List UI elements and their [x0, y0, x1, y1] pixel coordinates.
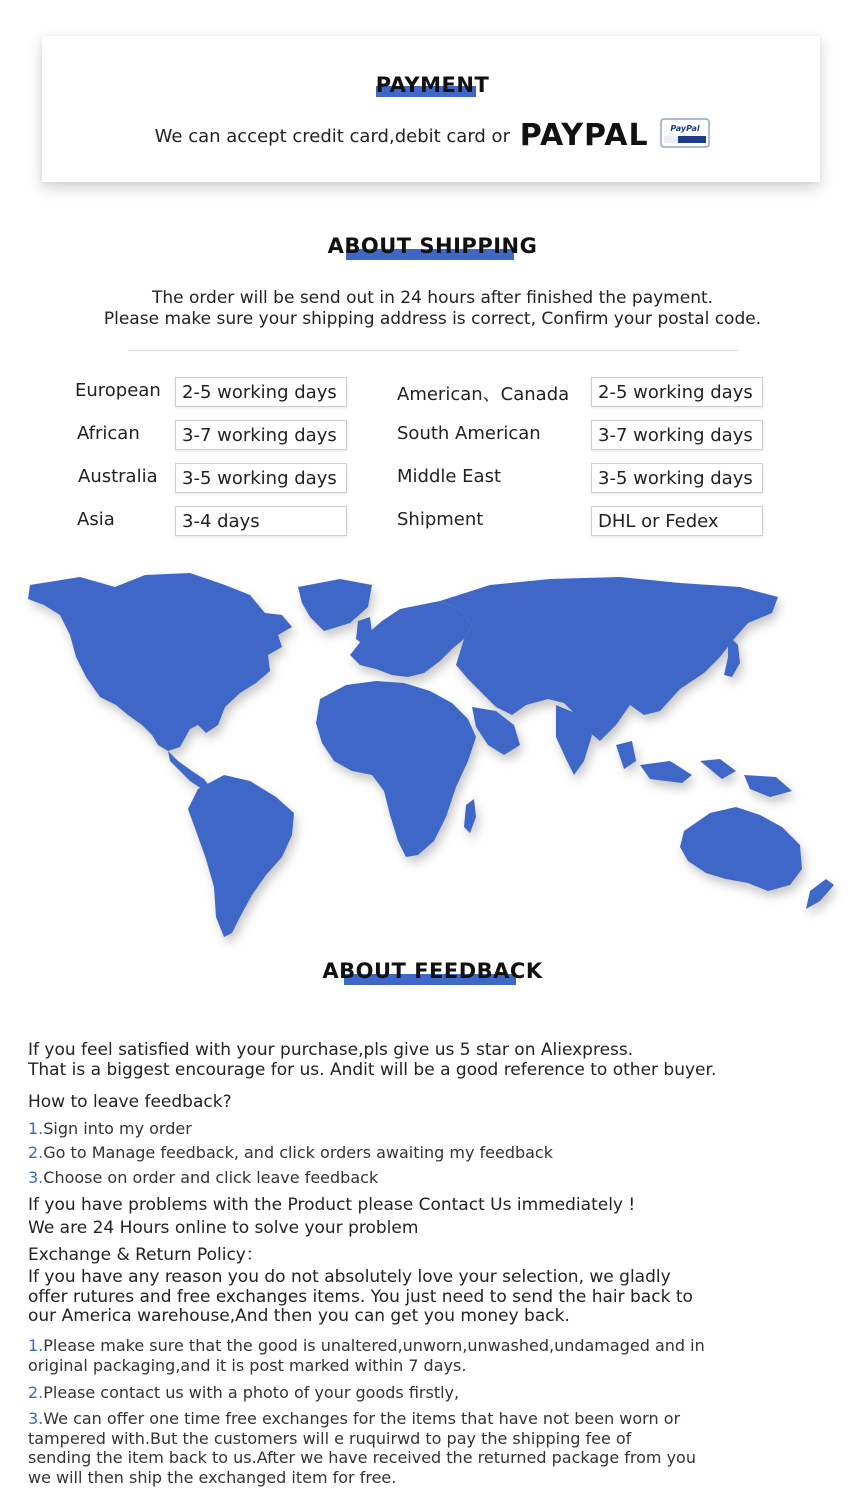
policy-line-1: If you have any reason you do not absolutely love your selection, we gladly: [28, 1267, 671, 1287]
region-label: Middle East: [397, 466, 502, 487]
region-label: South American: [397, 423, 541, 444]
rule-number: 3.: [28, 1409, 44, 1428]
delivery-time-box: 2-5 working days: [591, 377, 763, 407]
delivery-time-box: 3-4 days: [175, 506, 347, 536]
policy-title: Exchange & Return Policy：: [28, 1245, 263, 1265]
step-text: Choose on order and click leave feedback: [43, 1168, 379, 1187]
payment-accept-text: We can accept credit card,debit card or: [154, 126, 510, 147]
region-label: Asia: [77, 509, 115, 530]
policy-line-2: offer rutures and free exchanges items. You just need to send the hair back to: [28, 1287, 693, 1307]
svg-text:PayPal: PayPal: [670, 124, 700, 133]
delivery-time-box: 2-5 working days: [175, 377, 347, 407]
region-label: Shipment: [397, 509, 484, 530]
step-number: 3.: [28, 1168, 44, 1187]
policy-rule: [28, 1336, 705, 1356]
policy-line-3: our America warehouse,And then you can get you money back.: [28, 1306, 570, 1326]
policy-rule-continued: we will then ship the exchanged item for free.: [28, 1468, 397, 1487]
rule-text: Please contact us with a photo of your goods firstly,: [43, 1383, 460, 1402]
madagascar-shape: [464, 799, 476, 833]
rule-text: Please make sure that the good is unaltered,unworn,unwashed,undamaged and in: [43, 1336, 705, 1355]
shipping-divider: [128, 350, 738, 351]
step-text: Sign into my order: [43, 1119, 192, 1138]
feedback-step: [28, 1168, 378, 1188]
delivery-time-box: 3-7 working days: [175, 420, 347, 450]
world-map: [20, 565, 845, 945]
region-label: African: [77, 423, 140, 444]
policy-rule-continued: original packaging,and it is post marked within 7 days.: [28, 1356, 467, 1375]
feedback-intro-1: If you feel satisfied with your purchase,pls give us 5 star on Aliexpress.: [28, 1040, 634, 1060]
feedback-step: [28, 1143, 553, 1163]
payment-card: [42, 36, 820, 182]
delivery-time-box: 3-7 working days: [591, 420, 763, 450]
region-label: Australia: [78, 466, 158, 487]
africa-shape: [316, 681, 476, 857]
payment-accept-line: [0, 118, 865, 153]
rule-number: 2.: [28, 1383, 44, 1402]
delivery-time-box: 3-5 working days: [591, 463, 763, 493]
delivery-time-box: DHL or Fedex: [591, 506, 763, 536]
paypal-word: PAYPAL: [519, 118, 649, 153]
shipping-line-1: The order will be send out in 24 hours after finished the payment.: [151, 288, 714, 308]
feedback-intro-2: That is a biggest encourage for us. Andit will be a good reference to other buyer.: [28, 1060, 717, 1080]
europe-shape: [350, 601, 472, 677]
policy-rule-continued: tampered with.But the customers will e ruquirwd to pay the shipping fee of: [28, 1429, 632, 1448]
payment-title: PAYMENT: [375, 73, 490, 97]
feedback-how-title: How to leave feedback?: [28, 1092, 232, 1112]
feedback-problem-1: If you have problems with the Product please Contact Us immediately !: [28, 1195, 636, 1215]
delivery-time-box: 3-5 working days: [175, 463, 347, 493]
paypal-badge-icon: [660, 118, 710, 148]
feedback-title: ABOUT FEEDBACK: [322, 959, 543, 983]
step-text: Go to Manage feedback, and click orders awaiting my feedback: [43, 1143, 553, 1162]
policy-rule: [28, 1383, 459, 1403]
feedback-step: [28, 1119, 192, 1139]
new-zealand-shape: [806, 879, 834, 909]
policy-rule-continued: sending the item back to us.After we have received the returned package from you: [28, 1448, 696, 1467]
southeast-asia-islands-shape: [616, 741, 792, 797]
shipping-title: ABOUT SHIPPING: [327, 234, 538, 258]
step-number: 1.: [28, 1119, 44, 1138]
north-america-shape: [28, 573, 292, 751]
australia-shape: [680, 807, 802, 891]
region-label: European: [75, 380, 161, 401]
rule-number: 1.: [28, 1336, 44, 1355]
shipping-line-2: Please make sure your shipping address is correct, Confirm your postal code.: [103, 309, 762, 329]
step-number: 2.: [28, 1143, 44, 1162]
rule-text: We can offer one time free exchanges for the items that have not been worn or: [43, 1409, 681, 1428]
policy-rule: [28, 1409, 680, 1429]
central-america-shape: [168, 751, 210, 789]
feedback-problem-2: We are 24 Hours online to solve your problem: [28, 1218, 419, 1238]
region-label: American、Canada: [397, 384, 570, 405]
south-america-shape: [188, 775, 294, 937]
